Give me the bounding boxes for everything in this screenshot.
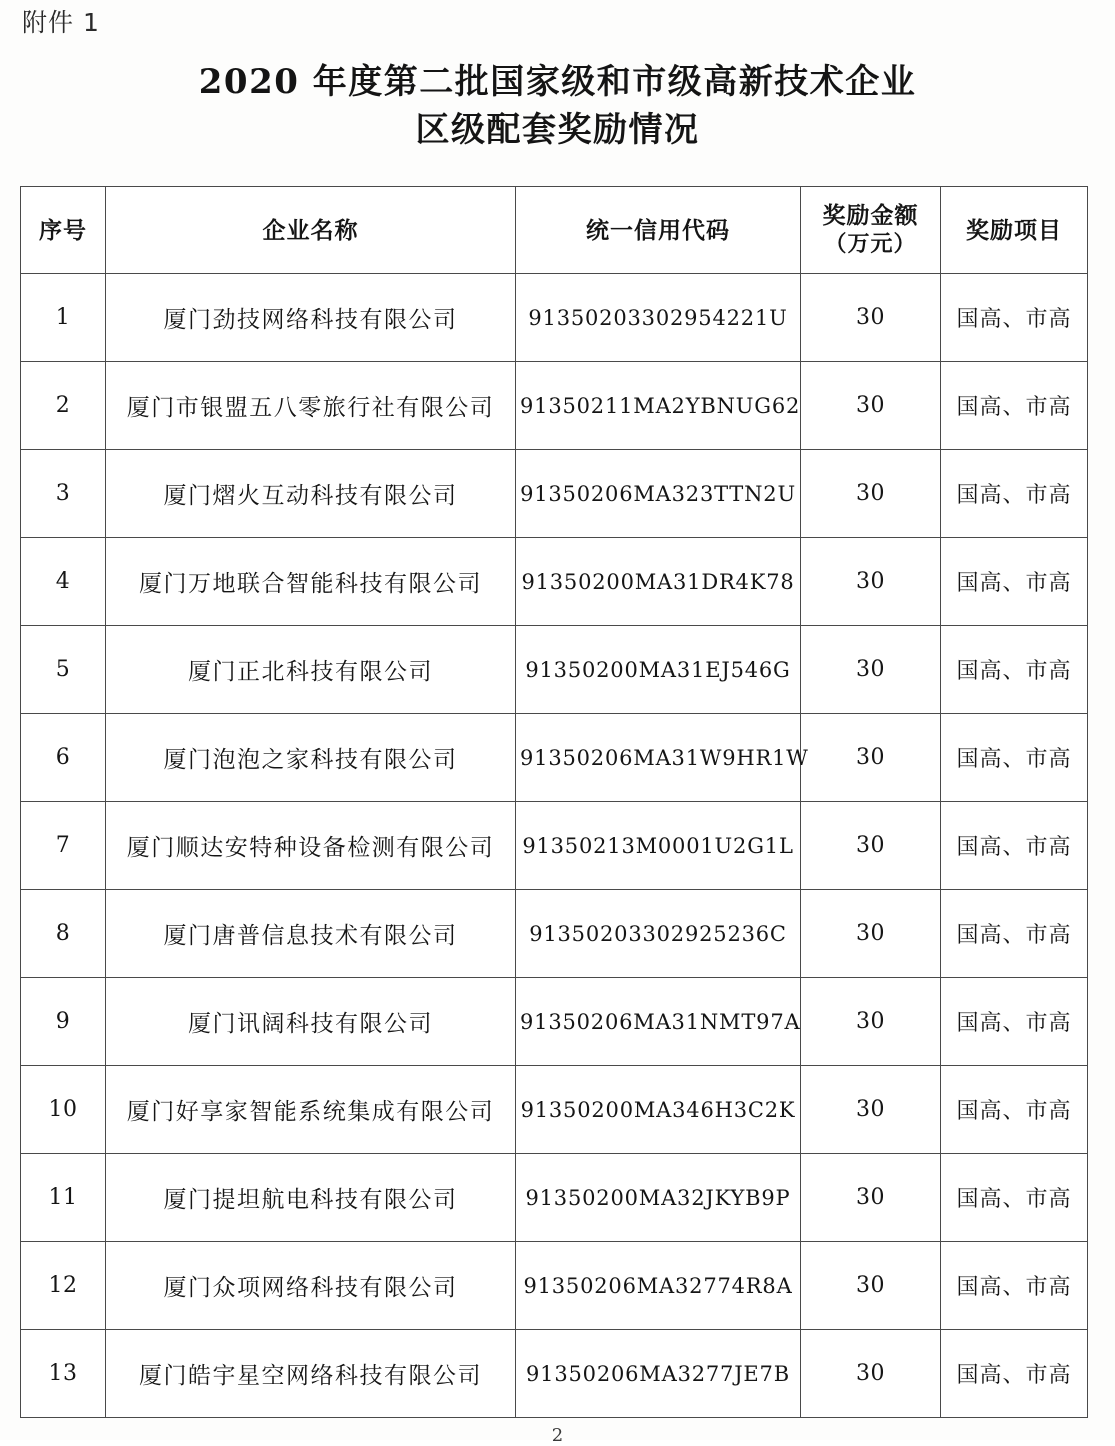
table-row [21, 978, 1088, 1066]
cell-credit-code: 91350206MA32774R8A [516, 1242, 801, 1330]
cell-award-item: 国高、市高 [941, 1066, 1088, 1154]
cell-award-item: 国高、市高 [941, 450, 1088, 538]
cell-company-name: 厦门劲技网络科技有限公司 [106, 274, 516, 362]
cell-credit-code: 91350200MA31EJ546G [516, 626, 801, 714]
cell-company-name: 厦门提坦航电科技有限公司 [106, 1154, 516, 1242]
cell-award-item: 国高、市高 [941, 1242, 1088, 1330]
cell-credit-code: 91350206MA31NMT97A [516, 978, 801, 1066]
cell-award-item: 国高、市高 [941, 1330, 1088, 1418]
table-row [21, 450, 1088, 538]
page-title-line-1: 2020 年度第二批国家级和市级高新技术企业 [198, 62, 917, 102]
cell-amount: 30 [801, 1330, 941, 1418]
cell-amount: 30 [801, 274, 941, 362]
cell-credit-code: 91350213M0001U2G1L [516, 802, 801, 890]
cell-index: 8 [21, 890, 106, 978]
page-title [0, 58, 1115, 154]
table-row [21, 714, 1088, 802]
cell-credit-code: 91350206MA323TTN2U [516, 450, 801, 538]
cell-amount: 30 [801, 538, 941, 626]
cell-amount: 30 [801, 890, 941, 978]
table-row [21, 1330, 1088, 1418]
cell-award-item: 国高、市高 [941, 714, 1088, 802]
cell-index: 13 [21, 1330, 106, 1418]
cell-company-name: 厦门讯阔科技有限公司 [106, 978, 516, 1066]
cell-credit-code: 91350200MA346H3C2K [516, 1066, 801, 1154]
award-table [20, 186, 1088, 1418]
cell-award-item: 国高、市高 [941, 538, 1088, 626]
table-row [21, 890, 1088, 978]
cell-award-item: 国高、市高 [941, 802, 1088, 890]
column-header-index: 序号 [21, 187, 106, 274]
table-row [21, 802, 1088, 890]
cell-amount: 30 [801, 1066, 941, 1154]
cell-company-name: 厦门好享家智能系统集成有限公司 [106, 1066, 516, 1154]
cell-index: 10 [21, 1066, 106, 1154]
cell-company-name: 厦门皓宇星空网络科技有限公司 [106, 1330, 516, 1418]
table-row [21, 1066, 1088, 1154]
cell-credit-code: 91350200MA31DR4K78 [516, 538, 801, 626]
cell-credit-code: 91350206MA31W9HR1W [516, 714, 801, 802]
cell-company-name: 厦门万地联合智能科技有限公司 [106, 538, 516, 626]
table-header-row [21, 187, 1088, 274]
cell-credit-code: 91350203302954221U [516, 274, 801, 362]
cell-amount: 30 [801, 714, 941, 802]
cell-award-item: 国高、市高 [941, 978, 1088, 1066]
table-row [21, 362, 1088, 450]
column-header-amount-unit: （万元） [824, 231, 917, 257]
cell-award-item: 国高、市高 [941, 1154, 1088, 1242]
table-row [21, 1154, 1088, 1242]
column-header-amount-main: 奖励金额 [822, 202, 919, 229]
cell-company-name: 厦门唐普信息技术有限公司 [106, 890, 516, 978]
column-header-award-item: 奖励项目 [941, 187, 1088, 274]
cell-amount: 30 [801, 802, 941, 890]
cell-index: 7 [21, 802, 106, 890]
cell-credit-code: 91350206MA3277JE7B [516, 1330, 801, 1418]
cell-amount: 30 [801, 362, 941, 450]
column-header-credit-code: 统一信用代码 [516, 187, 801, 274]
cell-index: 3 [21, 450, 106, 538]
cell-index: 4 [21, 538, 106, 626]
cell-index: 12 [21, 1242, 106, 1330]
attachment-label: 附件 1 [22, 8, 100, 37]
cell-index: 2 [21, 362, 106, 450]
cell-amount: 30 [801, 1242, 941, 1330]
column-header-amount [801, 187, 941, 274]
table-row [21, 626, 1088, 714]
table-body [21, 274, 1088, 1418]
cell-index: 9 [21, 978, 106, 1066]
cell-index: 5 [21, 626, 106, 714]
cell-company-name: 厦门顺达安特种设备检测有限公司 [106, 802, 516, 890]
column-header-company-name: 企业名称 [106, 187, 516, 274]
cell-company-name: 厦门众项网络科技有限公司 [106, 1242, 516, 1330]
cell-amount: 30 [801, 1154, 941, 1242]
cell-amount: 30 [801, 450, 941, 538]
cell-index: 6 [21, 714, 106, 802]
cell-amount: 30 [801, 978, 941, 1066]
table-row [21, 538, 1088, 626]
page-title-line-2: 区级配套奖励情况 [415, 110, 700, 150]
cell-credit-code: 91350200MA32JKYB9P [516, 1154, 801, 1242]
table-row [21, 274, 1088, 362]
cell-amount: 30 [801, 626, 941, 714]
cell-credit-code: 91350211MA2YBNUG62 [516, 362, 801, 450]
page-number: 2 [551, 1425, 564, 1446]
cell-award-item: 国高、市高 [941, 362, 1088, 450]
cell-company-name: 厦门熠火互动科技有限公司 [106, 450, 516, 538]
table-row [21, 1242, 1088, 1330]
cell-award-item: 国高、市高 [941, 626, 1088, 714]
cell-credit-code: 91350203302925236C [516, 890, 801, 978]
cell-company-name: 厦门市银盟五八零旅行社有限公司 [106, 362, 516, 450]
cell-index: 11 [21, 1154, 106, 1242]
award-table-container [20, 186, 1087, 1418]
cell-award-item: 国高、市高 [941, 890, 1088, 978]
cell-index: 1 [21, 274, 106, 362]
table-header [21, 187, 1088, 274]
cell-company-name: 厦门正北科技有限公司 [106, 626, 516, 714]
cell-award-item: 国高、市高 [941, 274, 1088, 362]
cell-company-name: 厦门泡泡之家科技有限公司 [106, 714, 516, 802]
